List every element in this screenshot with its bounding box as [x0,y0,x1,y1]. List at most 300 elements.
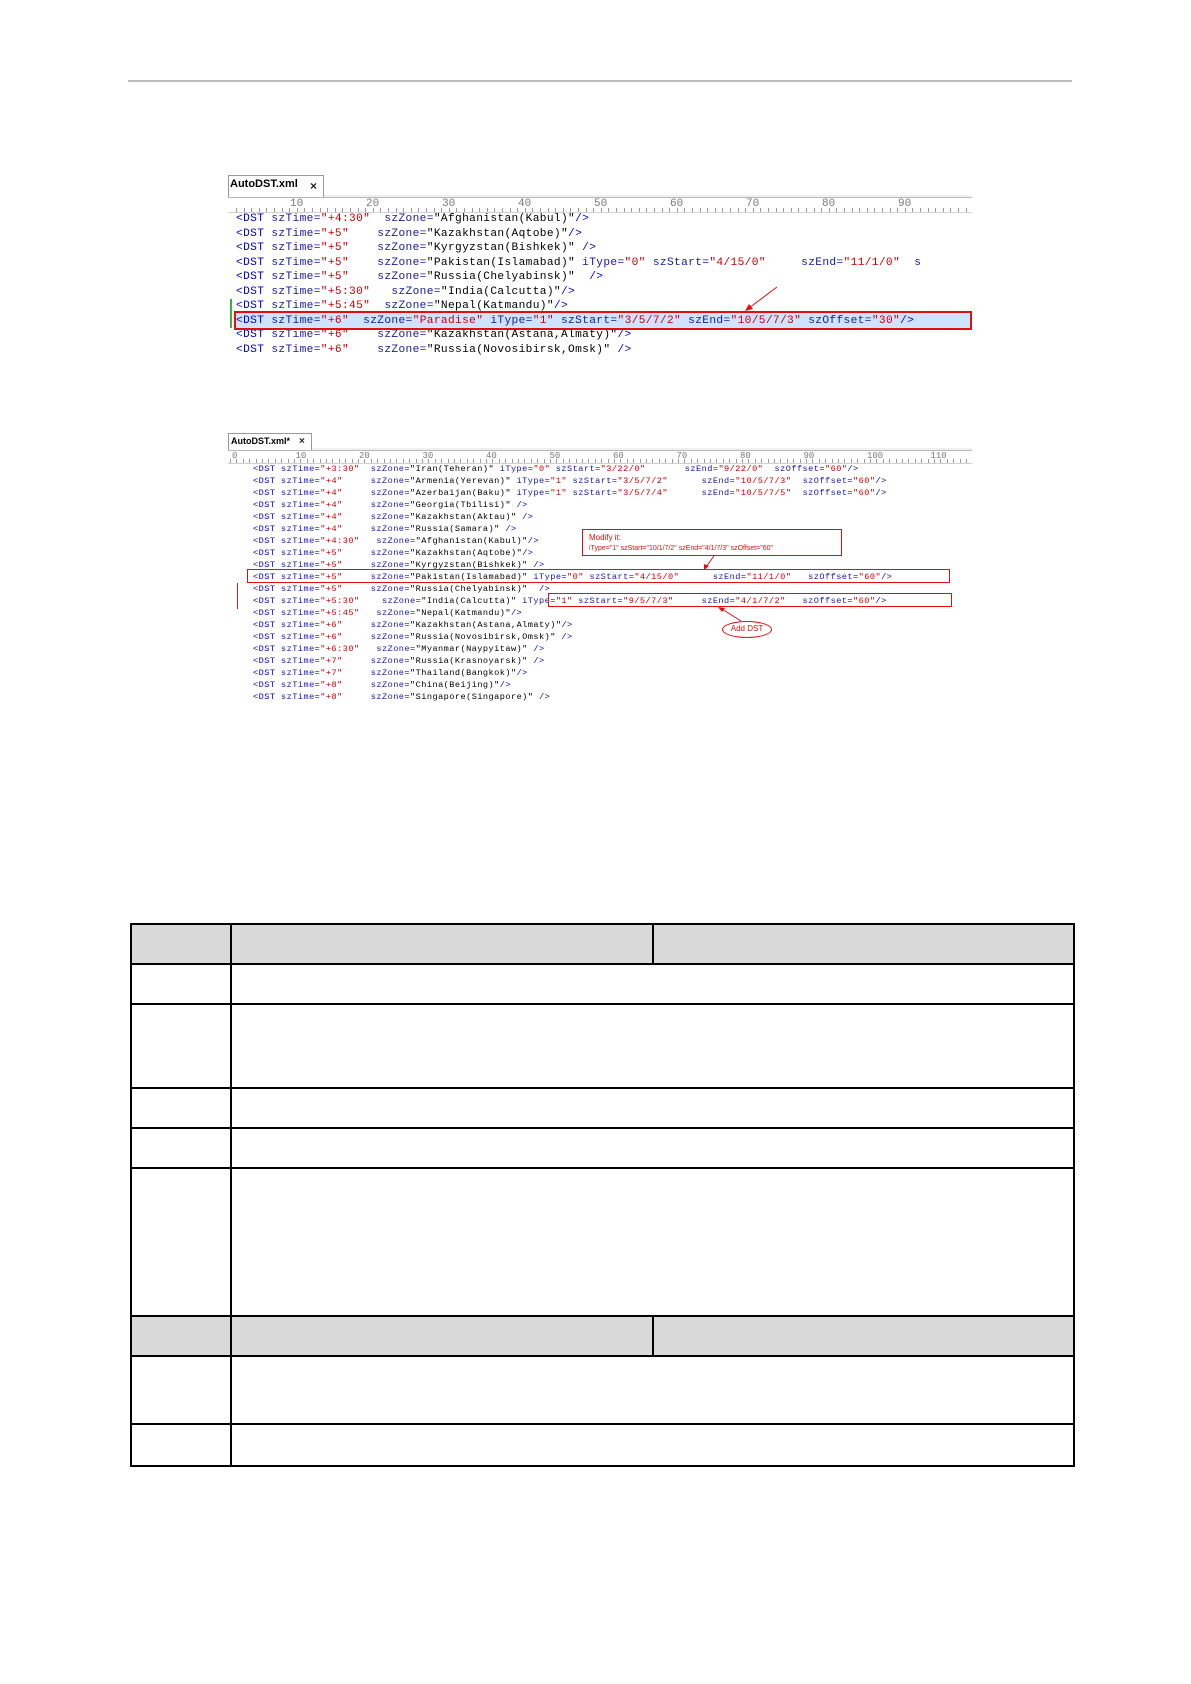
code-token: szTime= [275,464,321,474]
code-token: szStart= [572,596,624,606]
code-token: <DST [236,285,265,298]
code-token: szTime= [264,300,321,312]
code-line [253,583,550,595]
code-token: "4/1/7/2" [735,596,786,606]
code-token: "4/15/0" [709,256,766,269]
code-token: szZone= [359,608,416,618]
code-token: "30" [871,314,901,327]
code-token: "+5" [320,548,343,558]
code-token: szTime= [275,488,321,498]
code-token: szZone= [370,285,441,298]
code-token: szEnd= [667,488,736,498]
code-token: "+3:30" [320,464,360,474]
code-token: szOffset= [791,488,854,498]
code-token: "60" [853,476,876,486]
code-token: /> [875,476,887,486]
code-token: "Myanmar(Naypyitaw)" [415,644,528,654]
code-lines [228,212,972,363]
ruler-label: 30 [422,451,434,461]
table-cell [231,1128,1074,1168]
code-token: "+6" [320,620,343,630]
callout-modify-title: Modify it: [589,533,622,542]
code-token: szTime= [275,536,321,546]
code-token: szTime= [264,285,321,298]
editor-tab-bar [228,175,972,198]
file-tab-label: AutoDST.xml [230,178,298,190]
code-token: <DST [253,488,276,498]
code-token: /> [568,227,583,240]
ruler-label: 80 [822,198,836,210]
code-token: /> [522,548,534,558]
code-token: szZone= [342,680,411,690]
code-token: "Kazakhstan(Astana,Almaty)" [410,620,562,630]
ruler-label: 30 [442,198,456,210]
code-token: /> [516,668,528,678]
code-token: <DST [253,632,276,642]
code-token: <DST [236,314,265,327]
code-line [253,655,545,667]
table-cell [131,1168,231,1316]
code-token: /> [527,560,545,570]
code-token: /> [533,692,551,702]
code-token: szZone= [342,656,411,666]
code-token: "3/5/7/4" [617,488,668,498]
code-token: <DST [236,300,265,312]
code-token: "Paradise" [412,314,484,327]
code-token: "+4" [320,524,343,534]
code-token: /> [575,271,604,283]
code-token: szZone= [359,536,416,546]
code-line [253,487,887,499]
code-token: /> [555,632,573,642]
code-line [253,475,887,487]
code-token: szTime= [264,213,321,225]
ruler-label: 0 [232,451,238,461]
code-token: "+4" [320,476,343,486]
code-token: "+5" [320,271,350,283]
table-cell [231,964,1074,1004]
code-token: "3/5/7/2" [617,476,668,486]
table-row [131,1356,1074,1424]
ruler-label: 70 [676,451,688,461]
code-token: szTime= [275,692,321,702]
code-token: "60" [858,572,882,582]
code-token: szZone= [359,464,411,474]
table-cell [131,1128,231,1168]
code-token: szZone= [342,512,411,522]
code-token: "+5" [320,242,350,254]
code-token: "1" [555,596,573,606]
code-token: szZone= [342,572,411,582]
code-token: iType= [510,488,551,498]
code-token: szTime= [264,271,321,283]
code-token: /> [610,343,632,356]
table-cell [131,1088,231,1128]
code-token: szStart= [550,464,601,474]
code-token: <DST [253,620,276,630]
code-token: szTime= [275,596,321,606]
code-token: "+5:30" [320,596,360,606]
code-token: /> [499,524,517,534]
code-lines [228,463,972,705]
code-token: szTime= [275,548,321,558]
code-token: /> [527,536,539,546]
code-token: szTime= [264,256,321,269]
code-line [253,463,859,475]
code-token: "Afghanistan(Kabul)" [415,536,528,546]
code-token: /> [575,242,597,254]
table-row [131,1424,1074,1466]
code-token: <DST [253,584,276,594]
ruler-label: 40 [486,451,497,461]
code-token: "+5" [320,227,350,240]
modified-line-highlight-box [247,569,950,583]
code-line [253,607,522,619]
code-token: szTime= [275,524,321,534]
code-token: szTime= [264,227,321,240]
code-token: "China(Beijing)" [410,680,500,690]
code-token: "Russia(Chelyabinsk)" [426,271,576,283]
code-token: "Pakistan(Islamabad)" [410,572,528,582]
code-token: <DST [253,548,276,558]
editor-screenshot-autodst [228,175,972,363]
code-token: szEnd= [645,464,719,474]
code-token: szZone= [342,632,411,642]
code-token: "+5" [320,256,350,269]
ruler-label: 100 [867,451,884,461]
code-token: "Kazakhstan(Aqtobe)" [426,227,569,240]
code-token: "+5" [320,560,343,570]
code-token: <DST [253,692,276,702]
code-token: "1" [550,476,568,486]
code-token: "+5:45" [320,300,371,312]
table-cell [231,1168,1074,1316]
code-token: "+4:30" [320,536,360,546]
code-token: "11/1/0" [843,256,901,269]
code-token: <DST [253,572,276,582]
code-token: "60" [853,488,876,498]
code-token: szStart= [567,476,618,486]
code-token: szEnd= [673,596,736,606]
code-token: "Russia(Novosibirsk,Omsk)" [410,632,556,642]
code-token: <DST [253,680,276,690]
code-token: "+6" [320,329,350,341]
code-token: szZone= [349,329,427,341]
code-token: <DST [253,500,276,510]
code-token: "+5" [320,572,343,582]
code-token: "Georgia(Tbilisi)" [410,500,511,510]
code-token: /> [847,464,859,474]
code-token: "0" [567,572,584,582]
code-token: szStart= [645,256,710,269]
ruler-label: 10 [295,451,307,461]
code-token: szZone= [349,242,427,254]
code-token: szOffset= [791,476,854,486]
column-ruler [228,198,972,213]
code-token: <DST [236,329,265,341]
code-token: "+5:45" [320,608,360,618]
table-row [131,964,1074,1004]
code-token: "9/5/7/3" [623,596,674,606]
code-token: iType= [527,572,568,582]
code-token: szStart= [583,572,635,582]
code-token: "Kazakhstan(Aqtobe)" [410,548,523,558]
code-token: szTime= [264,343,321,356]
code-token: "India(Calcutta)" [440,285,561,298]
code-token: s [900,256,922,269]
table-row [131,1168,1074,1316]
code-line [253,679,511,691]
code-token: <DST [236,271,265,283]
file-tab-label: AutoDST.xml* [231,436,291,446]
code-token: szZone= [349,271,427,283]
code-token: "Kazakhstan(Aktau)" [410,512,517,522]
changed-line-marker [237,583,238,609]
code-token: szZone= [349,343,427,356]
code-token: <DST [253,644,276,654]
ruler-label: 50 [549,451,561,461]
editor-tab-bar [228,433,972,451]
code-token: szTime= [275,644,321,654]
code-token: szEnd= [681,314,731,327]
table-cell [231,1356,1074,1424]
code-token: "+6:30" [320,644,360,654]
code-token: "4/15/0" [634,572,680,582]
code-token: szOffset= [785,596,854,606]
code-token: /> [527,584,551,594]
code-token: <DST [236,242,265,254]
code-token: "Thailand(Bangkok)" [410,668,517,678]
code-token: szTime= [275,476,321,486]
callout-modify [582,529,842,556]
file-tab-autodst[interactable] [228,175,324,197]
code-token: "+4" [320,512,343,522]
code-token: "1" [532,314,554,327]
table-header-cell [231,1316,653,1356]
code-token: "Russia(Chelyabinsk)" [410,584,528,594]
ruler-label: 80 [740,451,751,461]
code-token: szZone= [342,620,411,630]
code-token: szTime= [264,314,321,327]
code-token: /> [617,329,632,341]
code-token: iType= [494,464,534,474]
table-cell [131,1004,231,1088]
code-token: szZone= [349,227,427,240]
ruler-label: 60 [613,451,624,461]
table-header-row [131,924,1074,964]
code-token: <DST [253,476,276,486]
code-token: "Kyrgyzstan(Bishkek)" [426,242,576,254]
code-token: szZone= [342,476,411,486]
code-token: "+4:30" [320,213,371,225]
code-token: "+5" [320,584,343,594]
code-token: "+4" [320,488,343,498]
table-cell [131,1356,231,1424]
code-token: szStart= [567,488,618,498]
code-token: "60" [853,596,876,606]
code-token: "1" [550,488,568,498]
code-line [253,499,528,511]
code-token: /> [881,572,893,582]
code-token: /> [510,500,528,510]
table-header-cell [131,1316,231,1356]
parameter-table [130,923,1075,1467]
code-token: "Russia(Samara)" [410,524,500,534]
code-token: <DST [253,668,276,678]
code-token: szZone= [342,500,411,510]
code-line [253,619,573,631]
code-token: "+4" [320,500,343,510]
code-token: szTime= [275,560,321,570]
code-line [253,523,517,535]
code-token: "9/22/0" [718,464,764,474]
code-token: <DST [253,560,276,570]
code-token: szZone= [342,584,411,594]
code-token: <DST [253,512,276,522]
close-icon[interactable]: × [310,179,318,193]
code-token: szTime= [264,329,321,341]
code-token: <DST [253,608,276,618]
code-token: szOffset= [791,572,859,582]
code-token: "10/5/7/5" [735,488,792,498]
code-token: "+7" [320,656,343,666]
code-token: /> [900,314,915,327]
code-token: szZone= [342,692,411,702]
callout-modify-text: iType="1" szStart="10/1/7/2" szEnd="4/1/7/3" szOffset="60" [589,545,773,552]
code-token: <DST [236,343,265,356]
table-cell [231,1088,1074,1128]
ruler-label: 90 [898,198,912,210]
code-token: "11/1/0" [746,572,792,582]
callout-add-dst: Add DST [722,621,772,638]
code-token: "India(Calcutta)" [421,596,517,606]
code-token: <DST [253,596,276,606]
code-token: /> [527,656,545,666]
code-token: "60" [824,464,848,474]
code-token: szTime= [264,242,321,254]
code-token: "Nepal(Katmandu)" [415,608,511,618]
ruler-label: 60 [670,198,684,210]
code-token: <DST [236,213,265,225]
code-token: <DST [236,256,265,269]
code-token: "+6" [320,314,350,327]
code-token: "Kyrgyzstan(Bishkek)" [410,560,528,570]
code-token: iType= [483,314,533,327]
file-tab-autodst-modified[interactable] [228,433,312,450]
code-token: /> [875,488,887,498]
code-token: "Pakistan(Islamabad)" [426,256,576,269]
code-token: szZone= [342,668,411,678]
code-token: /> [510,608,523,618]
code-line [253,643,545,655]
code-token: szZone= [342,548,411,558]
code-token: <DST [253,536,276,546]
table-cell [231,1424,1074,1466]
code-token: szEnd= [667,476,736,486]
code-token: szOffset= [763,464,825,474]
code-token: /> [516,512,534,522]
table-header-cell [231,924,653,964]
code-token: "Iran(Teheran)" [410,464,495,474]
code-token: szTime= [275,500,321,510]
ruler-label: 40 [518,198,532,210]
table-row [131,1088,1074,1128]
code-token: <DST [253,656,276,666]
code-token: "0" [624,256,646,269]
code-token: "+8" [320,692,343,702]
ruler-label: 20 [359,451,370,461]
table-header-cell [653,924,1074,964]
code-token: <DST [253,464,276,474]
code-token: /> [499,680,511,690]
table-row [131,1004,1074,1088]
ruler-label: 70 [746,198,760,210]
table-header-row [131,1316,1074,1356]
code-token: "Nepal(Katmandu)" [433,300,554,312]
code-token: "Afghanistan(Kabul)" [433,213,576,225]
code-token: iType= [510,476,551,486]
code-token: "+8" [320,680,343,690]
ruler-label: 20 [366,198,380,210]
code-token: /> [875,596,887,606]
code-token: "10/5/7/3" [735,476,792,486]
code-token: "Singapore(Singapore)" [410,692,534,702]
ruler-label: 50 [594,198,608,210]
code-token: szTime= [275,584,321,594]
code-token: "Azerbaijan(Baku)" [410,488,511,498]
table-header-cell [653,1316,1074,1356]
code-token: "3/22/0" [600,464,646,474]
code-token: szZone= [349,256,427,269]
code-line [253,691,550,703]
code-token: "Russia(Krasnoyarsk)" [410,656,528,666]
code-token: szZone= [349,314,413,327]
code-token: iType= [516,596,556,606]
code-token: /> [575,213,590,225]
table-cell [131,1424,231,1466]
code-token: iType= [575,256,625,269]
code-line [253,631,573,643]
code-token: szEnd= [679,572,747,582]
code-line [253,511,533,523]
code-token: szZone= [359,644,416,654]
page-header-rule [128,80,1072,82]
ruler-label: 110 [930,451,947,461]
code-token: szZone= [370,300,434,312]
code-token: "+6" [320,343,350,356]
code-token: szTime= [275,608,321,618]
editor-screenshot-autodst-modified [228,433,972,705]
code-token: szOffset= [801,314,872,327]
code-token: "10/5/7/3" [730,314,802,327]
annotation-arrow [228,212,972,363]
code-token: szZone= [342,524,411,534]
table-cell [231,1004,1074,1088]
code-token: szZone= [370,213,434,225]
close-icon[interactable]: × [299,436,305,447]
code-token: "Armenia(Yerevan)" [410,476,511,486]
code-token: szStart= [553,314,618,327]
code-token: /> [560,285,576,298]
code-line [253,667,528,679]
table-header-cell [131,924,231,964]
code-token: szEnd= [765,256,844,269]
code-token: szZone= [342,560,411,570]
code-line [253,535,539,547]
code-token: szZone= [342,488,411,498]
code-token: szTime= [275,680,321,690]
code-line [253,547,533,559]
